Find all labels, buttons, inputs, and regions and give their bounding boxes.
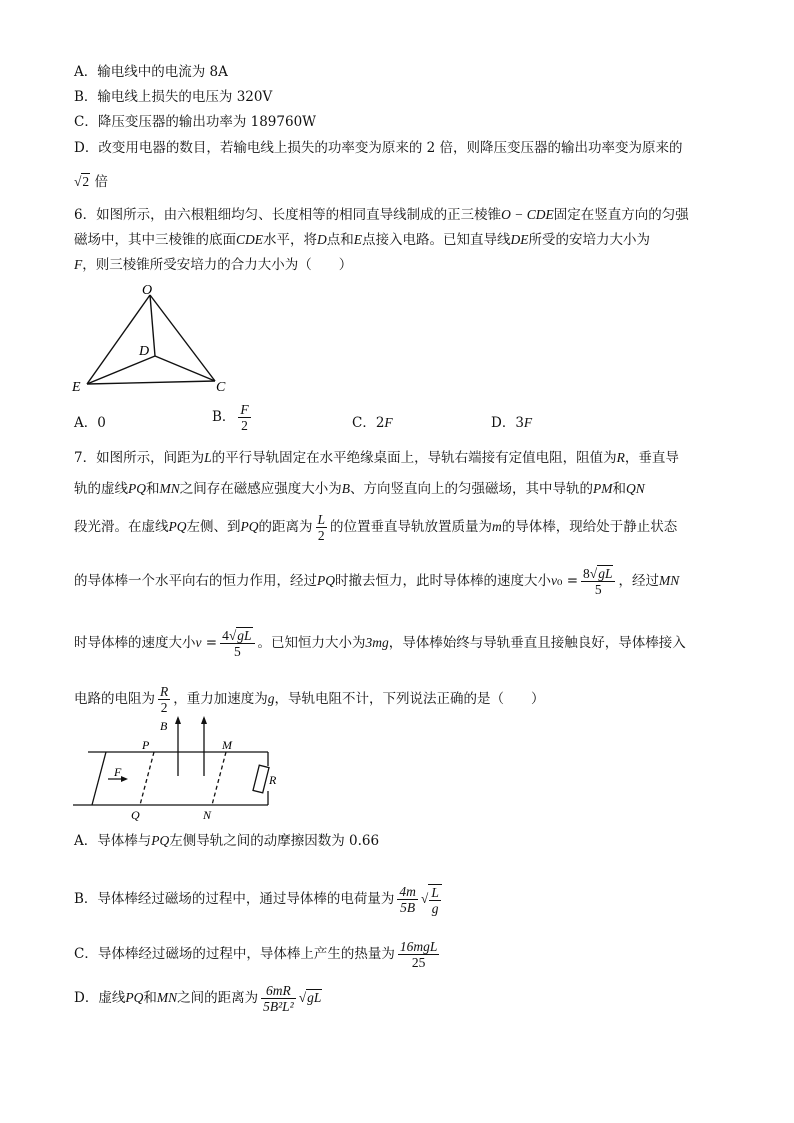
q7-option-a: A．导体棒与PQ左侧导轨之间的动摩擦因数为 0.66 <box>74 833 380 849</box>
label-r: R <box>269 773 277 787</box>
q5-option-c: C．降压变压器的输出功率为 189760W <box>74 114 317 130</box>
label-p: P <box>142 738 150 752</box>
label-b: B <box>160 719 168 733</box>
q7-line-1: 7．如图所示，间距为L的平行导轨固定在水平绝缘桌面上，导轨右端接有定值电阻，阻值为R，垂直导 <box>74 450 679 466</box>
q5-option-d: D．改变用电器的数目，若输电线上损失的功率变为原来的 2 倍，则降压变压器的输出功率变为原来的 <box>74 140 683 156</box>
fraction: $\frac{R}{2}$ <box>160 684 169 715</box>
q6-line-1: 6．如图所示，由六根粗细均匀、长度相等的相同直导线制成的正三棱锥O − CDE固定在竖直方向的匀强 <box>74 207 689 223</box>
pyramid-figure <box>70 280 250 395</box>
label-n: N <box>203 808 212 822</box>
label-o: O <box>142 283 153 298</box>
fraction: $\frac{6mR}{\text{5B²L²}}$ <box>263 983 294 1014</box>
q7-line-3: 段光滑。在虚线PQ左侧、到PQ的距离为 $\frac{L}{2}$ 的位置垂直导轨放置质量为m的导体棒，现给处于静止状态 <box>74 512 678 543</box>
sqrt-gl: √gL <box>298 990 322 1005</box>
q7-option-d: D．虚线PQ和MN之间的距离为 $\frac{6mR}{\text{5B²L²}}$ √gL <box>74 983 322 1014</box>
label-f: F <box>114 765 122 779</box>
q7-line-6: 电路的电阻为 $\frac{R}{2}$ ，重力加速度为g，导轨电阻不计，下列说法正确的是（ ） <box>74 684 545 715</box>
q6-option-d: D．3F <box>491 415 533 431</box>
label-d: D <box>139 344 150 359</box>
q5-option-a: A．输电线中的电流为 8A <box>74 64 228 80</box>
fraction: $\frac{L}{2}$ <box>317 512 326 543</box>
q6-line-3: F，则三棱锥所受安培力的合力大小为（ ） <box>74 257 353 273</box>
label-e: E <box>72 380 81 395</box>
fraction: $\frac{4m}{5B}$ <box>399 884 416 916</box>
label-c: C <box>216 380 226 395</box>
q5-option-b: B．输电线上损失的电压为 320V <box>74 89 273 105</box>
q5-option-d-tail: √2 倍 <box>74 174 108 190</box>
rails-figure <box>68 716 288 824</box>
q7-option-c: C．导体棒经过磁场的过程中，导体棒上产生的热量为 $\frac{\text{16mgL}}{25}$ <box>74 939 438 970</box>
q7-line-2: 轨的虚线PQ和MN之间存在磁感应强度大小为B、方向竖直向上的匀强磁场，其中导轨的PM和QN <box>74 481 645 497</box>
q7-line-4: 的导体棒一个水平向右的恒力作用，经过PQ时撤去恒力，此时导体棒的速度大小v₀ = $\frac{8√gL}{5}$ ，经过MN <box>74 566 680 597</box>
fraction: $\frac{4√gL}{5}$ <box>220 628 254 659</box>
q6-option-b: B． $\frac{F}{2}$ <box>212 402 249 433</box>
fraction: $\frac{8√gL}{5}$ <box>581 566 615 597</box>
q7-option-b: B．导体棒经过磁场的过程中，通过导体棒的电荷量为 $\frac{4m}{5B}$ √ $\frac{L}{g}$ <box>74 884 442 916</box>
q6-option-a: A．0 <box>74 415 106 431</box>
q6-line-2: 磁场中，其中三棱锥的底面CDE水平，将D点和E点接入电路。已知直导线DE所受的安培力大小为 <box>74 232 650 248</box>
sqrt-2: √2 <box>74 174 90 189</box>
label-m: M <box>222 738 232 752</box>
sqrt-fraction: √ $\frac{L}{g}$ <box>421 884 442 916</box>
fraction: $\frac{\text{16mgL}}{25}$ <box>399 939 438 970</box>
label-q: Q <box>131 808 140 822</box>
q7-line-5: 时导体棒的速度大小v = $\frac{4√gL}{5}$ 。已知恒力大小为3mg，导体棒始终与导轨垂直且接触良好，导体棒接入 <box>74 628 686 659</box>
q6-option-c: C．2F <box>352 415 393 431</box>
fraction: $\frac{F}{2}$ <box>240 402 249 433</box>
